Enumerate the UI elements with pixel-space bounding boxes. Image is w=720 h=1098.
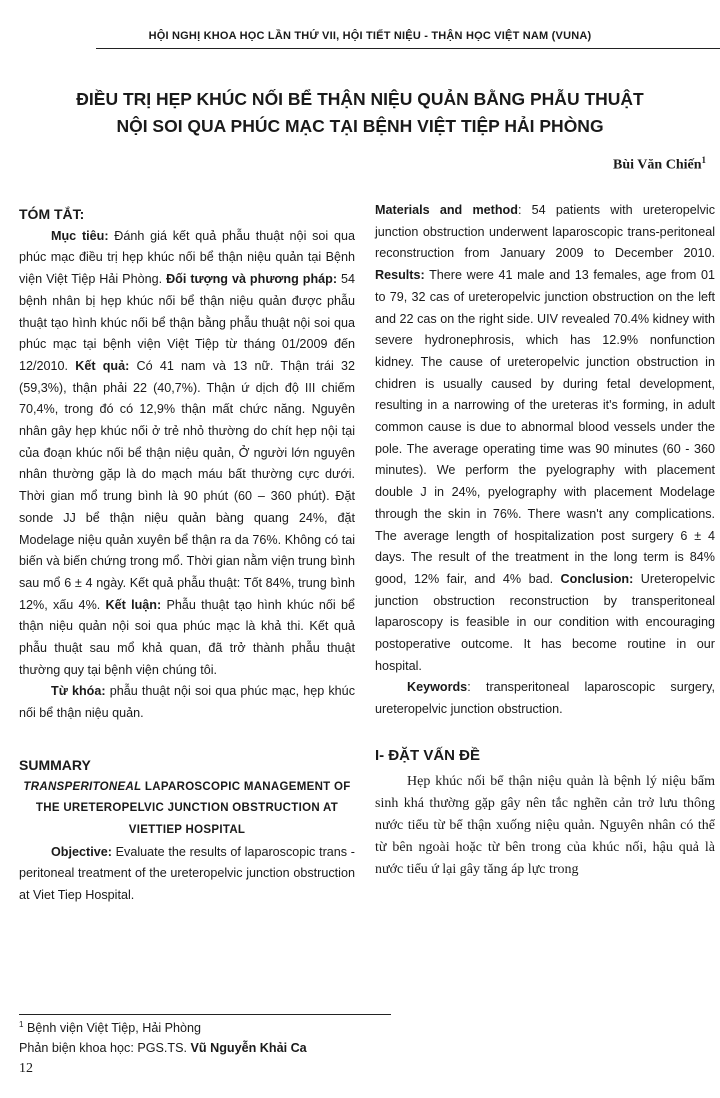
author (613, 155, 706, 174)
summary-title-part2: LAPAROSCOPIC MANAGEMENT OF THE URETEROPELVIC JUNCTION OBSTRUCTION AT VIETTIEP HOSPITAL (35, 780, 351, 836)
summary-conclusion-text: Ureteropelvic junction obstruction reconstruction by transperitoneal laparoscopy is feasible in our condition with encouraging postoperative outcome. It has become routine in our hospital. (375, 571, 715, 673)
conclusion-text: Phẫu thuật tạo hình khúc nối bể thận niệu quản nội soi qua phúc mạc là khả thi. Kết quả phẫu thuật sau mổ khả quan, đã trở thành phẫu thuật thường quy tại bệnh viện chúng tôi. (19, 597, 355, 677)
reviewer-name: Vũ Nguyễn Khải Ca (190, 1041, 307, 1056)
conclusion-label: Kết luận: (100, 597, 162, 612)
summary-objective-label: Objective: (51, 844, 112, 859)
footnote-reviewer (19, 1038, 307, 1058)
objective-label: Mục tiêu: (51, 228, 109, 243)
running-head: HỘI NGHỊ KHOA HỌC LẦN THỨ VII, HỘI TIẾT NIỆU - THẬN HỌC VIỆT NAM (VUNA) (148, 30, 592, 42)
section-1-text: Hẹp khúc nối bể thận niệu quản là bệnh lý niệu bẩm sinh khá thường gặp gây nên tắc nghẽn cản trở lưu thông nước tiểu từ bể thận xuống niệu quản. Nguyên nhân có thể từ bên ngoài hoặc từ bên trong của khúc nối, hậu quả là nước tiểu ứ lại gây tăng áp lực trong (375, 773, 715, 877)
summary-results-text: There were 41 male and 13 females, age from 01 to 79, 32 cas of ureteropelvic junction obstruction on the left and 22 cas on the right side. UIV revealed 70.4% kidney with severe hydronephrosis, which has 12.9% nonfunction kidney. The cause of ureteropelvic junction obstruction in chidren is usually caused by during fetal development, resulting in a narrowing of the ureteras it's forming, in adult common cause is due to abnormal blood vessels under the pole. The average operating time was 90 minutes (60 - 360 minutes). We perform the pyelography with placement double J in 24%, pyelography with placement Modelage through the skin in 76%. There wasn't any complications. The average length of hospitalization post surgery 6 ± 4 days. The result of the treatment in the long term is 84% good, 12% fair, and 4% bad. (375, 268, 715, 586)
methods-text: 54 bệnh nhân bị hẹp khúc nối bể thận niệu quản được phẫu thuật tạo hình khúc nối bể thận bằng phẫu thuật nội soi qua phúc mạc tại bệnh viện Việt Tiệp từ tháng 01/2009 đến 12/2010. (19, 272, 356, 373)
keywords-vi (19, 681, 355, 724)
methods-label: Đối tượng và phương pháp: (162, 272, 338, 287)
keywords-en-label: Keywords (407, 680, 468, 695)
footnote (19, 1015, 307, 1058)
header-rule (96, 48, 720, 49)
section-1-heading: I- ĐẶT VẤN ĐỀ (375, 746, 480, 764)
footnote-affiliation (19, 1015, 307, 1038)
summary-title-part1: TRANSPERITONEAL (23, 780, 142, 793)
summary-conclusion-label: Conclusion: (553, 571, 634, 586)
summary-methods-text: : 54 patients with ureteropelvic junction obstruction underwent laparoscopic trans-peritoneal reconstruction from January 2009 to December 2010. (375, 203, 715, 261)
title-line-2: NỘI SOI QUA PHÚC MẠC TẠI BỆNH VIỆT TIỆP HẢI PHÒNG (116, 116, 604, 136)
keywords-vi-label: Từ khóa: (51, 684, 106, 699)
footnote-mark: 1 (19, 1020, 24, 1029)
results-text: Có 41 nam và 13 nữ. Thận trái 32 (59,3%), thận phải 22 (40,7%). Thận ứ dịch độ III chiếm 70,4%, trong đó có 12,9% thận mất chức năng. Nguyên nhân gây hẹp khúc nối ở trẻ nhỏ thường do chít hẹp nội tại của đoạn khúc nối bể thận niệu quản, Ở người lớn nguyên nhân thường gặp là do mạch máu bất thường cực dưới. Thời gian mổ trung bình là 90 phút (60 – 360 phút). Đặt sonde JJ bể thận niệu quản bàng quang 24%, đặt Modelage niệu quản xuyên bể thận ra da 76%. Không có tai biến và biến chứng trong mổ. Thời gian nằm viện trung bình sau mổ 6 ± 4 ngày. Kết quả phẫu thuật: Tốt 84%, trung bình 12%, xấu 4%. (19, 358, 356, 612)
summary-body (375, 200, 715, 677)
author-affil-mark: 1 (701, 155, 706, 165)
summary-title (19, 777, 355, 842)
title-line-1: ĐIỀU TRỊ HẸP KHÚC NỐI BỂ THẬN NIỆU QUẢN BẰNG PHẪU THUẬT (76, 89, 644, 109)
article-title (0, 86, 720, 140)
page-number: 12 (19, 1061, 33, 1076)
right-column (375, 200, 715, 881)
summary-heading: SUMMARY (19, 756, 91, 773)
keywords-en-text: : transperitoneal laparoscopic surgery, ureteropelvic junction obstruction. (375, 680, 715, 717)
summary-results-label: Results: (375, 268, 425, 283)
author-name: Bùi Văn Chiến (613, 157, 702, 173)
keywords-en (375, 677, 715, 720)
left-column (19, 204, 355, 907)
objective-text: Đánh giá kết quả phẫu thuật nội soi qua phúc mạc điều trị hẹp khúc nối bể thận niệu quản tại Bệnh viện Việt Tiệp Hải Phòng. (19, 228, 355, 287)
abstract-body (19, 226, 355, 682)
summary-objective (19, 842, 355, 907)
abstract-heading: TÓM TẮT: (19, 206, 85, 222)
keywords-vi-text: phẫu thuật nội soi qua phúc mạc, hẹp khúc nối bể thận niệu quản. (19, 684, 355, 721)
reviewer-label: Phản biện khoa học: PGS.TS. (19, 1041, 191, 1056)
footnote-affiliation-text: Bệnh viện Việt Tiệp, Hải Phòng (23, 1021, 202, 1036)
summary-objective-text: Evaluate the results of laparoscopic trans - peritoneal treatment of the ureteropelvic junction obstruction at Viet Tiep Hospital. (19, 844, 355, 903)
summary-methods-label: Materials and method (375, 203, 518, 217)
results-label: Kết quả: (68, 358, 130, 373)
